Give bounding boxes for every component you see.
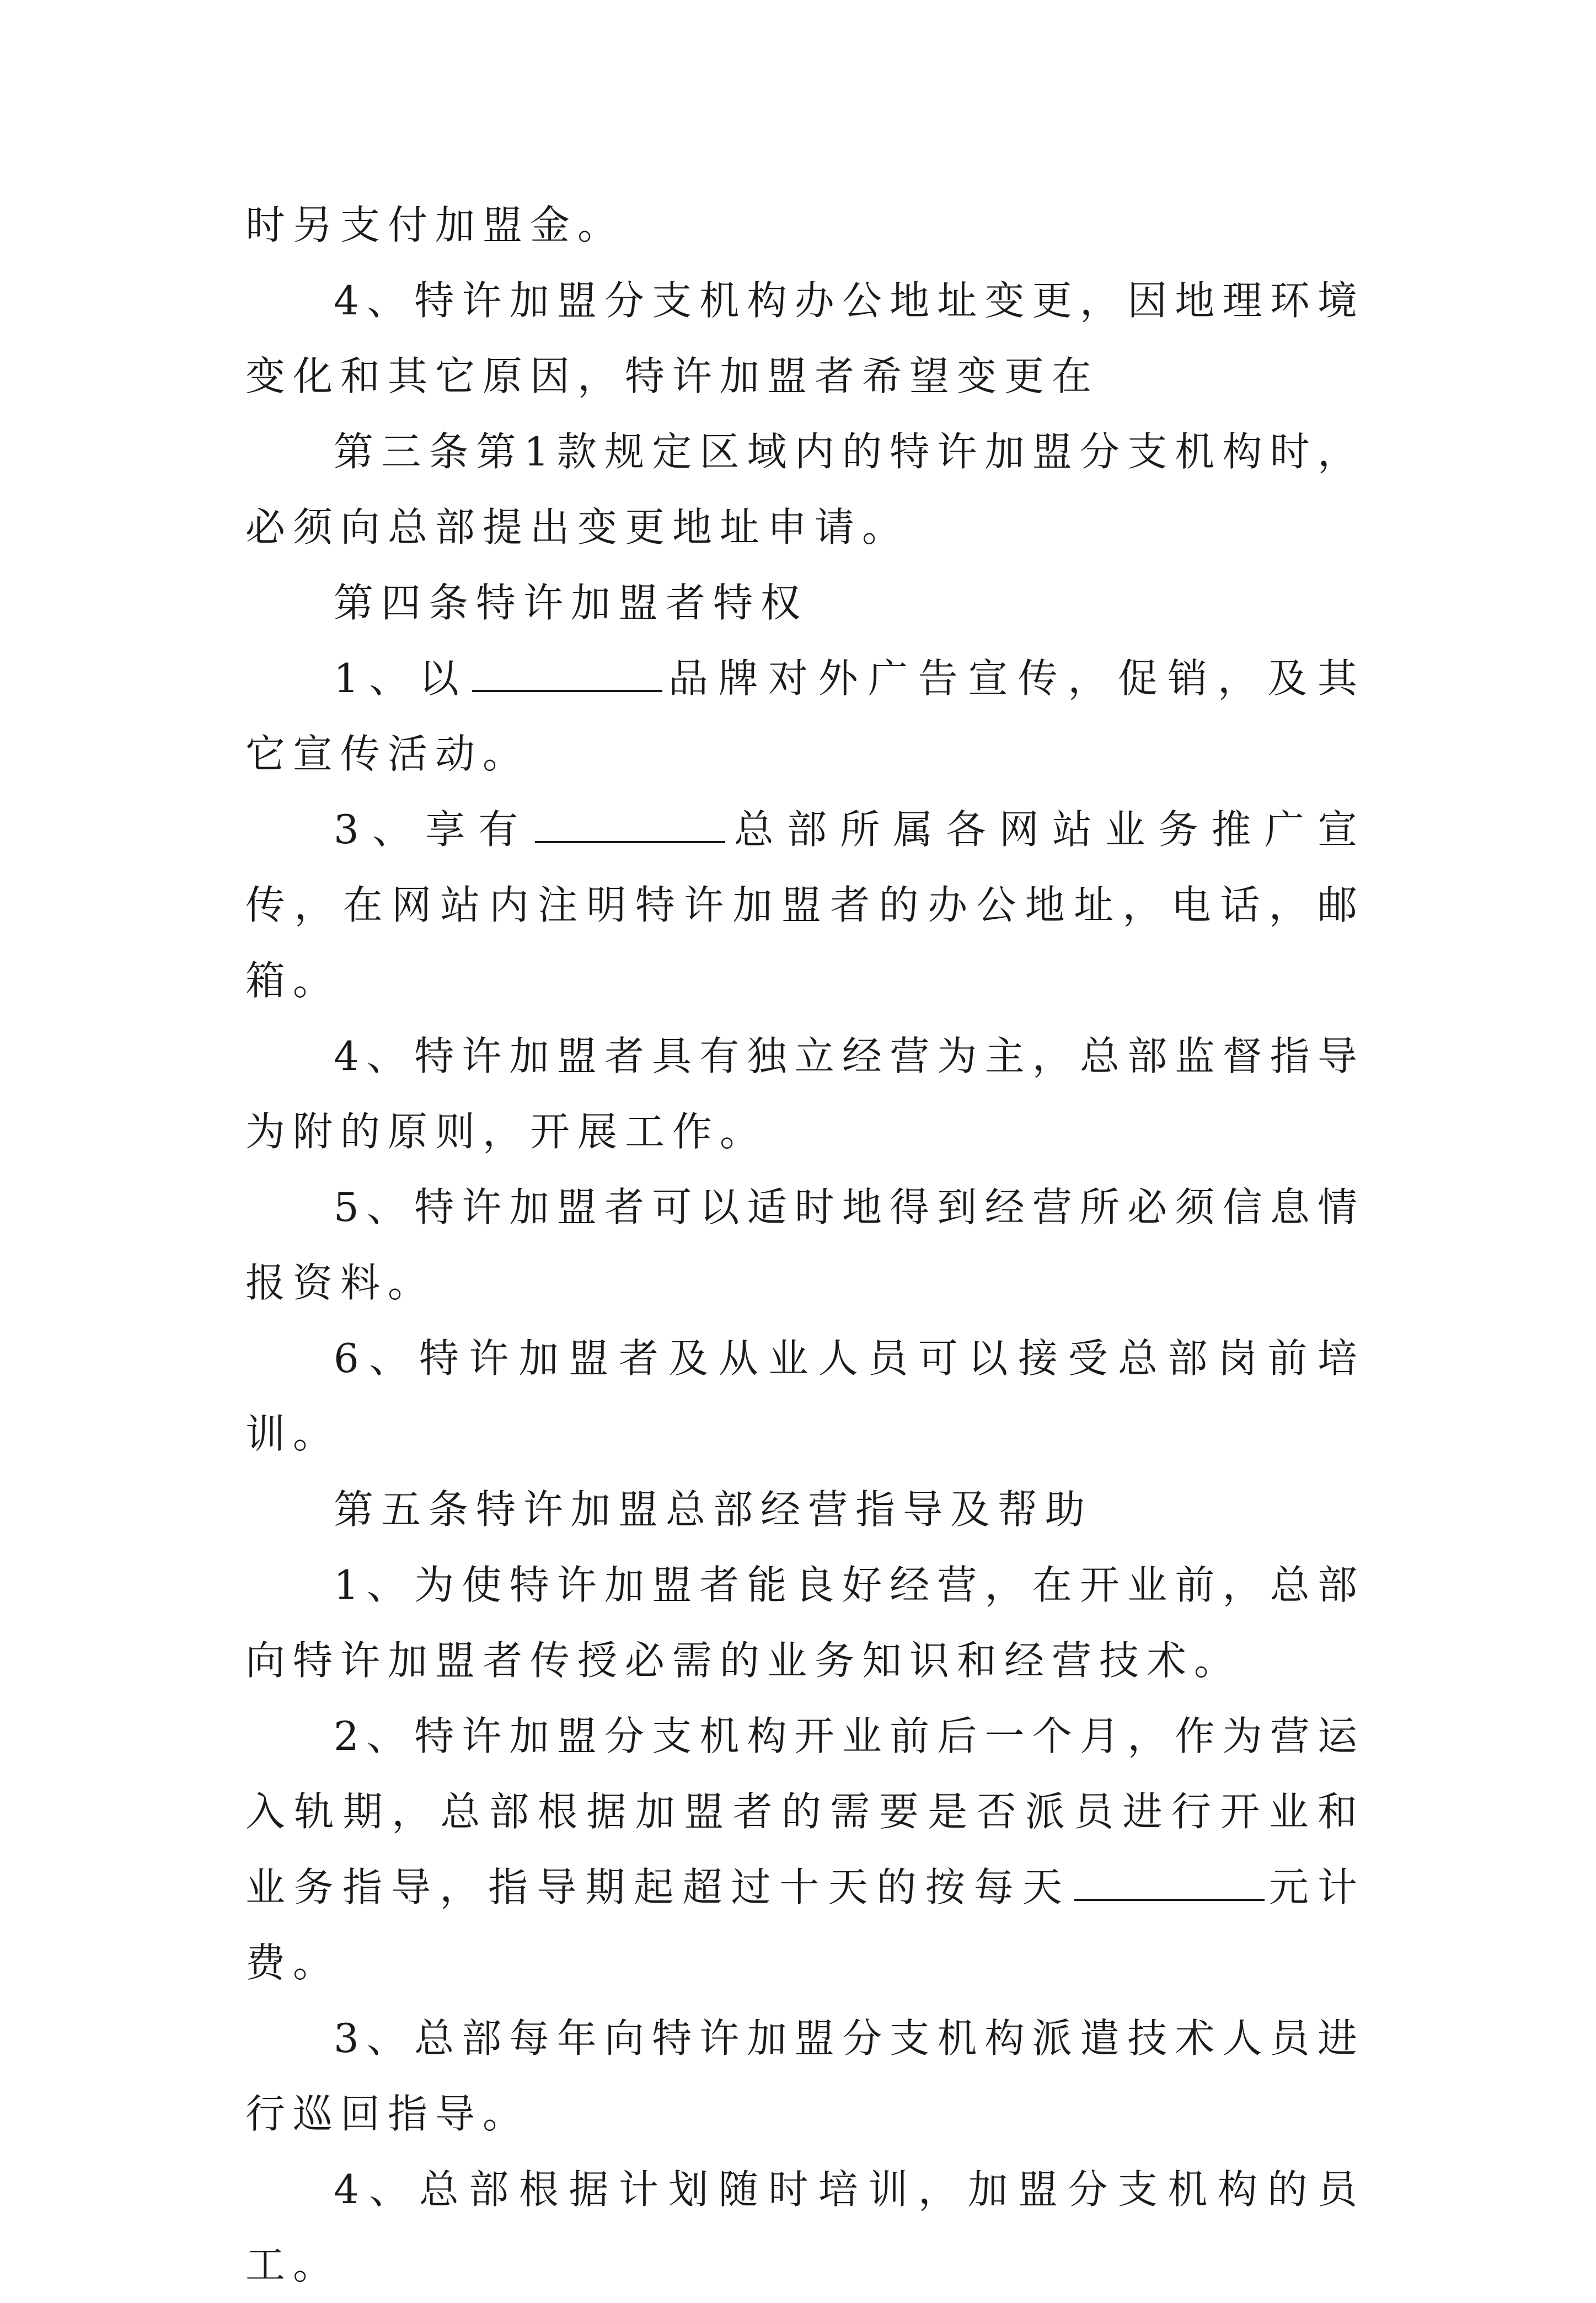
fill-in-blank[interactable] (472, 657, 662, 692)
paragraph-text: 4、特许加盟者具有独立经营为主，总部监督指导为附的原则，开展工作。 (245, 1033, 1365, 1155)
paragraph-opening-guidance (245, 1699, 1365, 2001)
paragraph-continuation-fee (245, 188, 1365, 263)
paragraph-text: 4、总部根据计划随时培训，加盟分支机构的员工。 (245, 2166, 1365, 2288)
paragraph-text-after-blank: 品牌对外广告宣传，促销，及其它宣传活动。 (245, 655, 1365, 777)
paragraph-brand-advertising (245, 641, 1365, 792)
section-heading-article-5 (245, 1472, 1365, 1547)
paragraph-address-request (245, 414, 1365, 565)
section-heading-article-4 (245, 565, 1365, 641)
paragraph-text: 第三条第1款规定区域内的特许加盟分支机构时，必须向总部提出变更地址申请。 (245, 429, 1365, 550)
paragraph-text: 3、总部每年向特许加盟分支机构派遣技术人员进行巡回指导。 (245, 2015, 1365, 2137)
paragraph-text: 1、为使特许加盟者能良好经营，在开业前，总部向特许加盟者传授必需的业务知识和经营技术。 (245, 1562, 1365, 1684)
paragraph-website-promotion (245, 792, 1365, 1019)
paragraph-text-before-blank: 1、以 (334, 655, 469, 701)
paragraph-text-after-blank: 元计费。 (245, 1864, 1365, 1986)
paragraph-training (245, 1321, 1365, 1472)
paragraph-pre-opening-knowledge (245, 1547, 1365, 1699)
paragraph-text: 4、特许加盟分支机构办公地址变更，因地理环境变化和其它原因，特许加盟者希望变更在 (245, 277, 1365, 399)
fill-in-blank[interactable] (535, 808, 725, 843)
paragraph-text: 时另支付加盟金。 (245, 202, 625, 248)
paragraph-text-after-blank: 总部所属各网站业务推广宣传，在网站内注明特许加盟者的办公地址，电话，邮箱。 (245, 806, 1365, 1004)
fill-in-blank[interactable] (1074, 1866, 1265, 1901)
paragraph-information (245, 1170, 1365, 1321)
section-heading-text: 第四条特许加盟者特权 (334, 580, 808, 626)
paragraph-text: 6、特许加盟者及从业人员可以接受总部岗前培训。 (245, 1335, 1365, 1457)
paragraph-independent-operation (245, 1019, 1365, 1170)
paragraph-staff-training (245, 2152, 1365, 2303)
paragraph-address-change (245, 263, 1365, 414)
section-heading-text: 第五条特许加盟总部经营指导及帮助 (334, 1486, 1093, 1533)
paragraph-text-before-blank: 2、特许加盟分支机构开业前后一个月，作为营运入轨期，总部根据加盟者的需要是否派员进行开业和业务指导，指导期起超过十天的按每天 (245, 1713, 1365, 1910)
paragraph-text: 5、特许加盟者可以适时地得到经营所必须信息情报资料。 (245, 1184, 1365, 1306)
paragraph-annual-tour (245, 2001, 1365, 2152)
document-body (245, 188, 1365, 2303)
paragraph-text-before-blank: 3、享有 (334, 806, 532, 853)
